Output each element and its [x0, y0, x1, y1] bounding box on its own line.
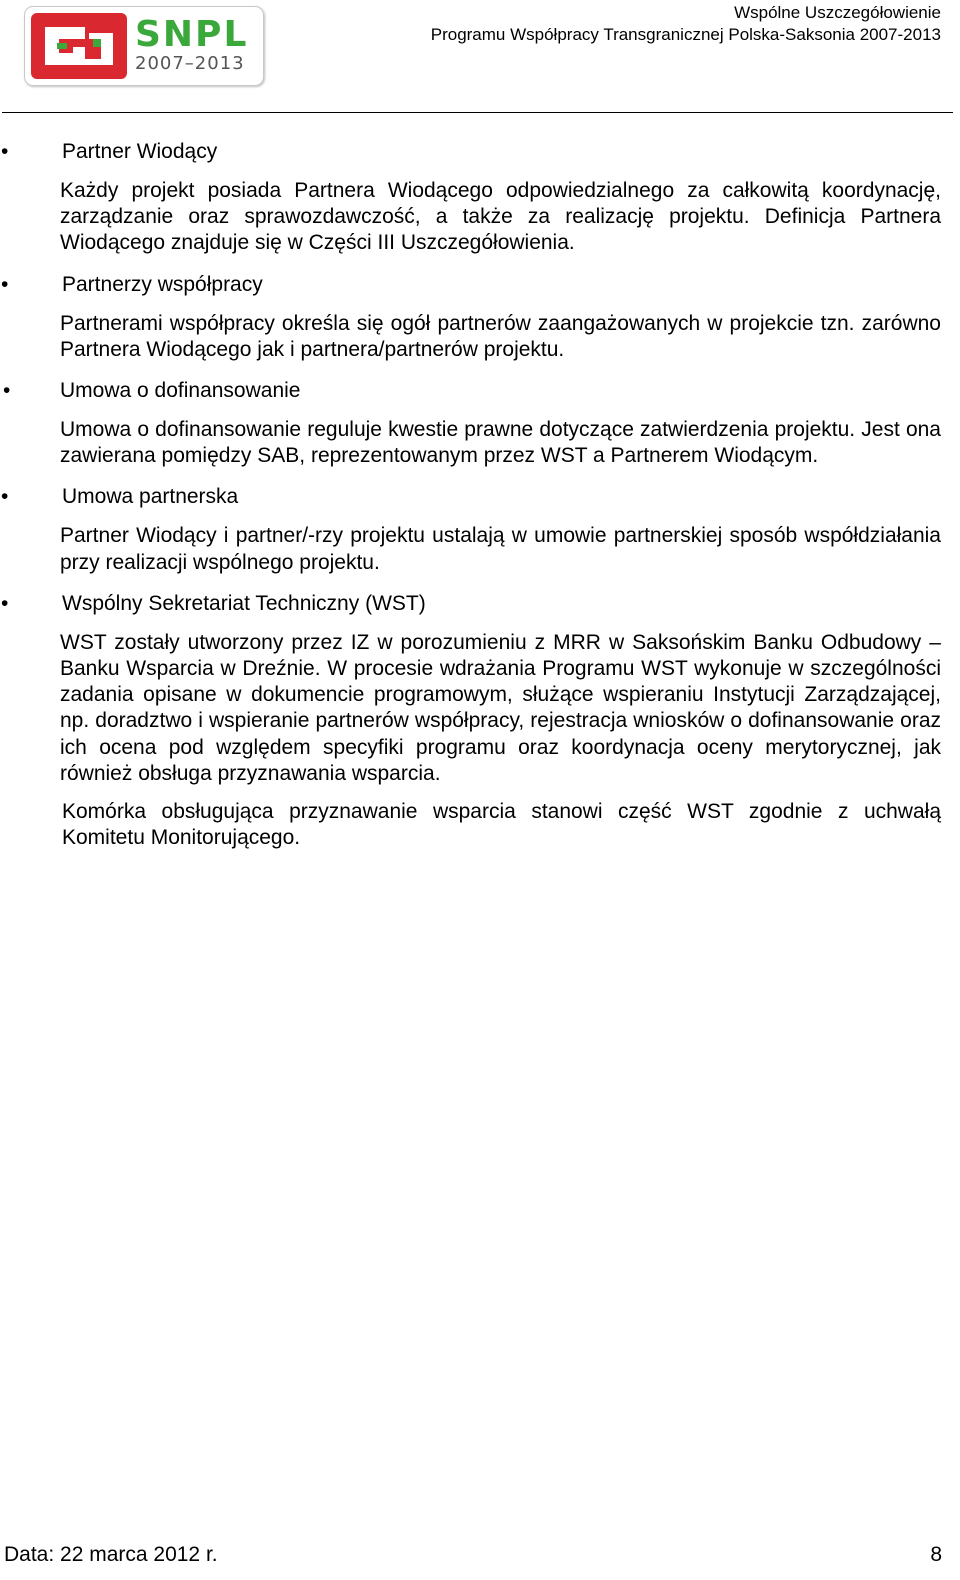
- section-paragraph: Partnerami współpracy określa się ogół partnerów zaangażowanych w projekcie tzn. zarówno Partnera Wiodącego jak i partnera/partnerów projektu.: [60, 311, 941, 361]
- header-divider: [2, 112, 953, 113]
- bullet-icon: •: [1, 140, 9, 163]
- document-title-line-1: Wspólne Uszczegółowienie: [734, 3, 941, 22]
- bullet-icon: •: [3, 379, 11, 403]
- section-heading-text: Wspólny Sekretariat Techniczny (WST): [62, 591, 426, 615]
- section-heading-wst: [0, 591, 960, 617]
- bullet-icon: •: [1, 591, 9, 615]
- logo-brand-text: SNPL: [135, 14, 249, 55]
- section-heading-text: Partnerzy współpracy: [62, 272, 263, 296]
- section-paragraph: Komórka obsługująca przyznawanie wsparcia stanowi część WST zgodnie z uchwałą Komitetu Monitorującego.: [62, 800, 941, 850]
- section-paragraph: WST zostały utworzony przez IZ w porozumieniu z MRR w Saksońskim Banku Odbudowy – Banku Wsparcia w Dreźnie. W procesie wdrażania Programu WST wykonuje w szczególności zadania opisane w dokumencie programowym, służące wspieraniu Instytucji Zarządzającej, np. doradztwo i wspieranie partnerów współpracy, rejestracja wniosków o dofinansowanie oraz ich ocena pod względem specyfiki programu oraz koordynacja oceny merytorycznej, jak również obsługa przyznawania wsparcia.: [60, 630, 941, 785]
- section-heading-text: Umowa o dofinansowanie: [60, 379, 301, 403]
- section-paragraph: Umowa o dofinansowanie reguluje kwestie prawne dotyczące zatwierdzenia projektu. Jest ona zawierana pomiędzy SAB, reprezentowanym przez WST a Partnerem Wiodącym.: [60, 418, 941, 468]
- footer-date: Data: 22 marca 2012 r.: [4, 1543, 218, 1566]
- section-heading-partner-wiodacy: [0, 139, 960, 165]
- section-heading-text: Partner Wiodący: [62, 140, 218, 163]
- bullet-icon: •: [1, 485, 9, 509]
- section-paragraph: Każdy projekt posiada Partnera Wiodącego odpowiedzialnego za całkowitą koordynację, zarządzanie oraz sprawozdawczość, a także za realizację projektu. Definicja Partnera Wiodącego znajduje się w Części III Uszczegółowienia.: [60, 179, 941, 255]
- page-header: [0, 0, 960, 112]
- section-paragraph: Partner Wiodący i partner/-rzy projektu ustalają w umowie partnerskiej sposób współdziałania przy realizacji wspólnego projektu.: [60, 524, 941, 574]
- section-heading-text: Umowa partnerska: [62, 485, 239, 509]
- document-title: [431, 2, 941, 46]
- page-number: 8: [930, 1543, 942, 1566]
- snpl-logo-mark-icon: [31, 13, 127, 79]
- document-body: [0, 139, 960, 851]
- document-title-line-2: Programu Współpracy Transgranicznej Polska-Saksonia 2007-2013: [430, 25, 941, 44]
- logo-years-text: 2007–2013: [135, 53, 245, 74]
- section-heading-partnerzy-wspolpracy: [0, 272, 960, 298]
- section-heading-umowa-partnerska: [0, 484, 960, 510]
- bullet-icon: •: [1, 272, 9, 296]
- snpl-logo: [24, 6, 264, 86]
- section-heading-umowa-o-dofinansowanie: [0, 378, 960, 404]
